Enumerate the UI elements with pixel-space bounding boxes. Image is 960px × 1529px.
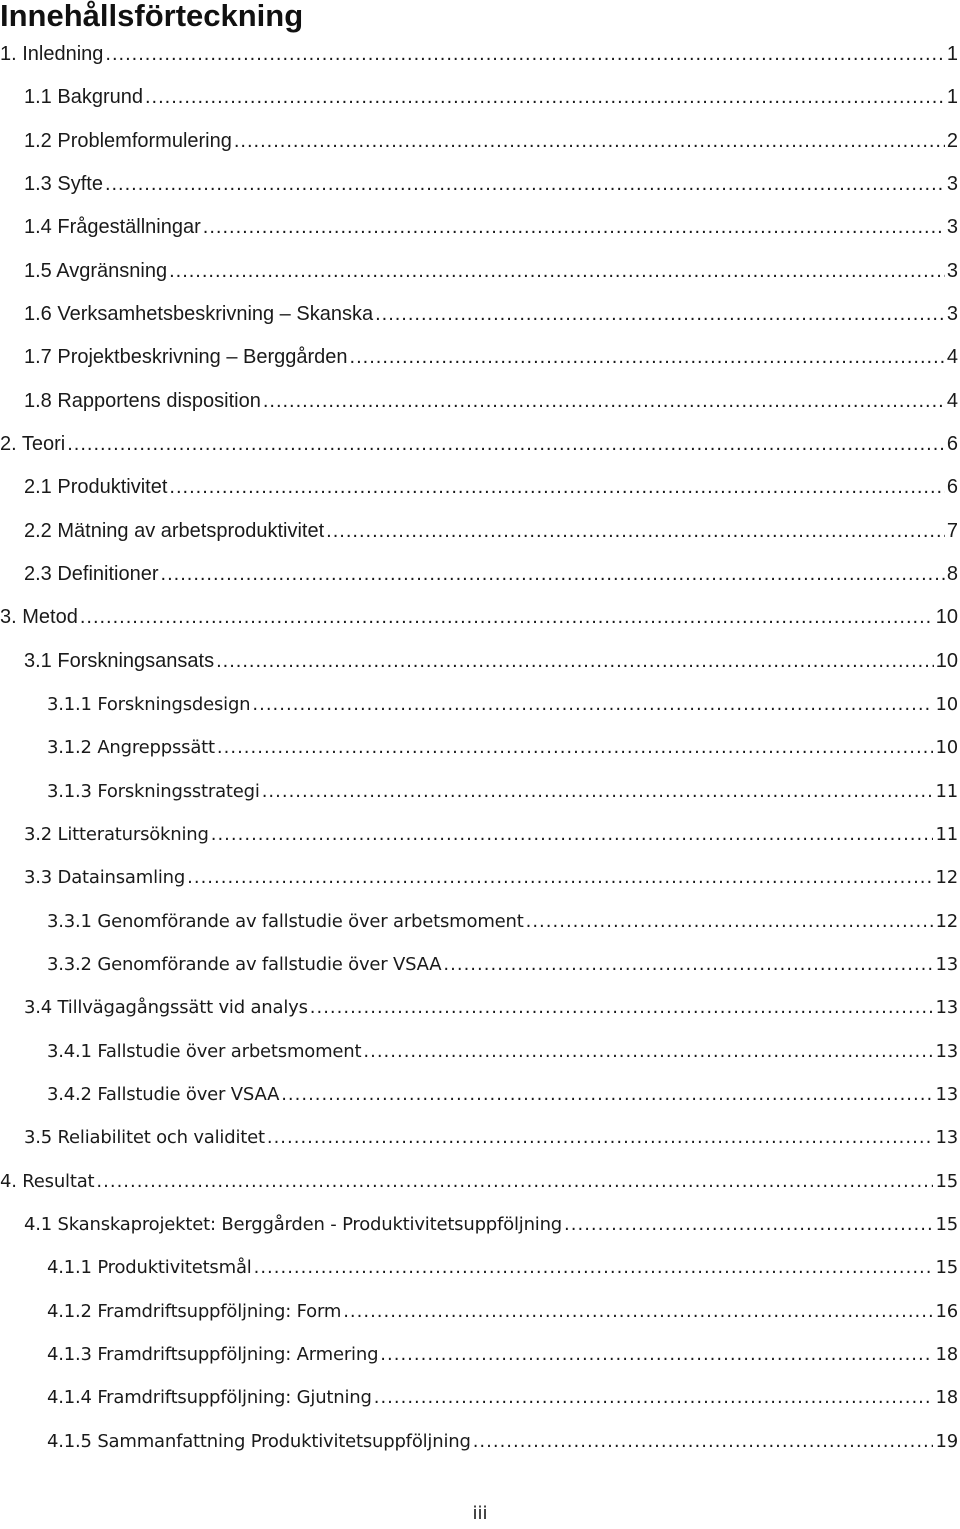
toc-entry-page: 11 <box>935 780 958 802</box>
toc-entry-label: 2.1 Produktivitet <box>24 476 168 499</box>
toc-dot-leader <box>96 1160 933 1203</box>
toc-entry[interactable] <box>0 163 960 206</box>
toc-entry[interactable] <box>0 510 960 553</box>
toc-entry[interactable] <box>0 1290 960 1333</box>
toc-entry[interactable] <box>0 1160 960 1203</box>
toc-entry[interactable] <box>0 943 960 986</box>
toc-entry-page: 12 <box>935 910 958 932</box>
toc-entry-label: 2.3 Definitioner <box>24 562 159 585</box>
toc-entry[interactable] <box>0 1376 960 1419</box>
toc-entry-page: 3 <box>946 216 958 239</box>
toc-entry-label: 2.2 Mätning av arbetsproduktivitet <box>24 519 325 542</box>
toc-dot-leader <box>281 1073 933 1116</box>
toc-entry[interactable] <box>0 596 960 639</box>
toc-entry[interactable] <box>0 1203 960 1246</box>
toc-dot-leader <box>526 900 934 943</box>
toc-entry-page: 16 <box>935 1300 958 1322</box>
toc-entry-label: 3.1.3 Forskningsstrategi <box>47 780 260 802</box>
toc-dot-leader <box>473 1420 934 1463</box>
toc-entry[interactable] <box>0 1030 960 1073</box>
toc-entry-page: 3 <box>946 302 958 325</box>
toc-entry[interactable] <box>0 33 960 76</box>
toc-entry-label: 2. Teori <box>0 432 66 455</box>
toc-dot-leader <box>363 1030 933 1073</box>
toc-entry-page: 4 <box>946 346 958 369</box>
toc-entry-page: 1 <box>946 43 958 65</box>
toc-entry-label: 4.1.2 Framdriftsuppföljning: Form <box>47 1300 342 1322</box>
toc-entry[interactable] <box>0 856 960 899</box>
toc-entry[interactable] <box>0 466 960 509</box>
toc-entry-page: 1 <box>946 86 958 109</box>
toc-entry[interactable] <box>0 1420 960 1463</box>
toc-dot-leader <box>105 33 944 76</box>
toc-entry[interactable] <box>0 1116 960 1159</box>
toc-entry-page: 19 <box>935 1430 958 1452</box>
toc-entry-page: 8 <box>946 562 958 585</box>
toc-dot-leader <box>375 293 945 336</box>
toc-dot-leader <box>67 423 945 466</box>
toc-dot-leader <box>211 813 934 856</box>
toc-entry-label: 3.3.1 Genomförande av fallstudie över arbetsmoment <box>47 910 524 932</box>
toc-dot-leader <box>343 1290 933 1333</box>
toc-dot-leader <box>350 336 945 379</box>
toc-entry[interactable] <box>0 900 960 943</box>
toc-dot-leader <box>80 596 934 639</box>
toc-dot-leader <box>217 726 934 769</box>
toc-entry-page: 11 <box>935 823 958 845</box>
toc-entry[interactable] <box>0 380 960 423</box>
toc-entry-label: 3.3.2 Genomförande av fallstudie över VSAA <box>47 953 442 975</box>
toc-entry-page: 18 <box>935 1343 958 1365</box>
toc-dot-leader <box>169 250 945 293</box>
toc-entry-page: 2 <box>946 129 958 152</box>
toc-dot-leader <box>161 553 945 596</box>
toc-entry-label: 1.2 Problemformulering <box>24 129 232 152</box>
toc-entry-label: 4.1 Skanskaprojektet: Berggården - Produktivitetsuppföljning <box>24 1213 563 1235</box>
toc-entry-label: 4.1.4 Framdriftsuppföljning: Gjutning <box>47 1387 372 1409</box>
toc-entry[interactable] <box>0 76 960 119</box>
toc-entry-label: 1.1 Bakgrund <box>24 86 143 109</box>
toc-entry-page: 6 <box>946 476 958 499</box>
toc-dot-leader <box>203 206 945 249</box>
toc-dot-leader <box>263 380 945 423</box>
toc-entry-page: 10 <box>935 649 958 672</box>
toc-entry-label: 1.7 Projektbeskrivning – Berggården <box>24 346 348 369</box>
toc-entry-label: 3.1 Forskningsansats <box>24 649 215 672</box>
toc-entry-label: 3.1.1 Forskningsdesign <box>47 693 251 715</box>
toc-entry-page: 13 <box>935 997 958 1019</box>
toc-entry[interactable] <box>0 986 960 1029</box>
toc-entry-page: 4 <box>946 389 958 412</box>
toc-entry-label: 3.3 Datainsamling <box>24 867 186 889</box>
toc-entry-page: 3 <box>946 259 958 282</box>
toc-dot-leader <box>443 943 933 986</box>
toc-entry[interactable] <box>0 1333 960 1376</box>
toc-entry-page: 7 <box>946 519 958 542</box>
toc-entry-label: 4.1.3 Framdriftsuppföljning: Armering <box>47 1343 379 1365</box>
toc-dot-leader <box>326 510 945 553</box>
toc-dot-leader <box>262 770 934 813</box>
toc-entry-page: 6 <box>946 432 958 455</box>
toc-entry[interactable] <box>0 683 960 726</box>
toc-entry[interactable] <box>0 770 960 813</box>
toc-dot-leader <box>252 683 933 726</box>
toc-entry-page: 18 <box>935 1387 958 1409</box>
toc-dot-leader <box>254 1246 934 1289</box>
toc-entry[interactable] <box>0 423 960 466</box>
toc-entry-label: 3.2 Litteratursökning <box>24 823 209 845</box>
toc-entry-label: 3.1.2 Angreppssätt <box>47 737 215 759</box>
toc-entry-page: 12 <box>935 867 958 889</box>
toc-entry-label: 3. Metod <box>0 606 78 629</box>
toc-entry[interactable] <box>0 293 960 336</box>
toc-entry[interactable] <box>0 250 960 293</box>
toc-entry-label: 4.1.5 Sammanfattning Produktivitetsuppföljning <box>47 1430 471 1452</box>
toc-entry-page: 13 <box>935 1083 958 1105</box>
toc-dot-leader <box>216 640 934 683</box>
toc-dot-leader <box>310 986 934 1029</box>
toc-dot-leader <box>267 1116 934 1159</box>
toc-entry-label: 3.4.1 Fallstudie över arbetsmoment <box>47 1040 362 1062</box>
toc-dot-leader <box>380 1333 933 1376</box>
toc-entry-label: 3.4 Tillvägagångssätt vid analys <box>24 997 308 1019</box>
toc-entry-page: 13 <box>935 1127 958 1149</box>
toc-entry-label: 4.1.1 Produktivitetsmål <box>47 1257 252 1279</box>
toc-entry-label: 1.6 Verksamhetsbeskrivning – Skanska <box>24 302 374 325</box>
toc-entry-label: 1. Inledning <box>0 43 104 65</box>
toc-entry-label: 1.3 Syfte <box>24 172 103 195</box>
toc-entry-page: 10 <box>935 737 958 759</box>
toc-entry[interactable] <box>0 726 960 769</box>
toc-entry-page: 15 <box>935 1213 958 1235</box>
toc-entry[interactable] <box>0 336 960 379</box>
toc-dot-leader <box>374 1376 934 1419</box>
toc-entry-label: 3.4.2 Fallstudie över VSAA <box>47 1083 280 1105</box>
toc-entry-label: 4. Resultat <box>0 1170 95 1192</box>
table-of-contents <box>0 33 960 1463</box>
toc-entry-page: 10 <box>935 693 958 715</box>
toc-entry[interactable] <box>0 206 960 249</box>
page-title: Innehållsförteckning <box>0 0 304 33</box>
toc-entry[interactable] <box>0 813 960 856</box>
toc-dot-leader <box>145 76 945 119</box>
page-number: iii <box>472 1503 488 1524</box>
toc-dot-leader <box>105 163 945 206</box>
toc-entry[interactable] <box>0 553 960 596</box>
toc-dot-leader <box>187 856 933 899</box>
toc-entry[interactable] <box>0 1073 960 1116</box>
toc-entry-page: 3 <box>946 172 958 195</box>
toc-entry-label: 1.4 Frågeställningar <box>24 216 201 239</box>
toc-dot-leader <box>169 466 944 509</box>
toc-entry-page: 15 <box>935 1170 958 1192</box>
toc-entry-label: 1.8 Rapportens disposition <box>24 389 261 412</box>
toc-entry-label: 3.5 Reliabilitet och validitet <box>24 1127 265 1149</box>
toc-dot-leader <box>564 1203 933 1246</box>
toc-entry[interactable] <box>0 640 960 683</box>
toc-entry[interactable] <box>0 120 960 163</box>
toc-entry-page: 15 <box>935 1257 958 1279</box>
toc-dot-leader <box>234 120 945 163</box>
toc-entry[interactable] <box>0 1246 960 1289</box>
toc-entry-page: 13 <box>935 1040 958 1062</box>
toc-entry-page: 13 <box>935 953 958 975</box>
toc-entry-page: 10 <box>935 606 958 629</box>
toc-entry-label: 1.5 Avgränsning <box>24 259 168 282</box>
